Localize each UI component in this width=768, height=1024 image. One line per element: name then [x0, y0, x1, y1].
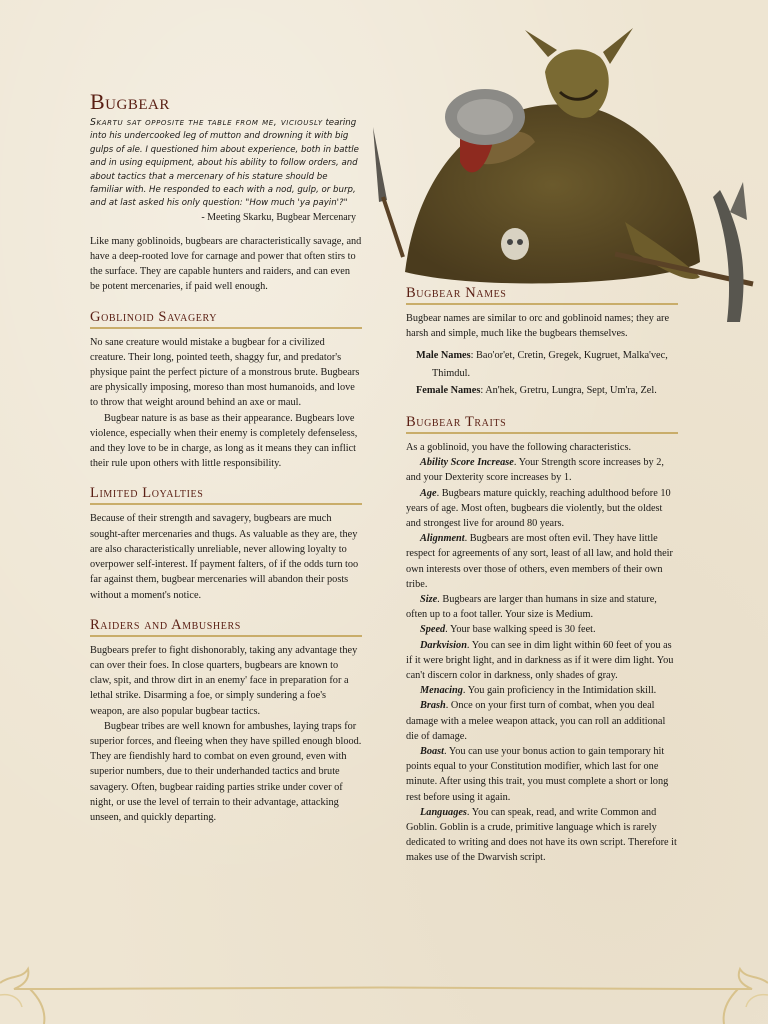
trait-name: Alignment: [420, 533, 465, 545]
flavor-text: [90, 116, 362, 211]
trait-name: Boast: [420, 745, 445, 757]
right-column: [406, 285, 678, 866]
flavor-lead: Skartu sat opposite the table from me, viciously: [90, 117, 323, 128]
trait-name: Menacing: [420, 685, 463, 697]
raiders-paragraph-1: Bugbears prefer to fight dishonorably, taking any advantage they can over their foes. In close quarters, bugbears are known to claw, spit, and throw dirt in an enemy' face in preparation for a lethal strike. Disarming a foe, or simply sundering a foe's weapon, are also popular bugbear tactics.: [90, 644, 358, 717]
heading-bugbear-names: Bugbear Names: [406, 285, 678, 305]
savagery-paragraph-1: No sane creature would mistake a bugbear for a civilized creature. Their long, pointed teeth, shaggy fur, and predator's physique paint the perfect picture of a monstrous brute. Bugbears are physically imposing, moreso than most humanoids, and love to throw that weight around behind an axe or maul.: [90, 336, 360, 409]
trait-ability-score-increase: [406, 455, 678, 485]
names-paragraph: Bugbear names are similar to orc and goblinoid names; they are harsh and simple, much like the bugbears themselves.: [406, 313, 670, 340]
trait-name: Age: [420, 487, 437, 499]
trait-alignment: [406, 531, 678, 592]
trait-text: . You can see in dim light within 60 feet of you as if it were bright light, and in darkness as if it were dim light. You can't discern color in darkness, only shades of gray.: [406, 639, 674, 681]
bugbear-illustration: [365, 22, 765, 322]
trait-text: . Your Strength score increases by 2, and your Dexterity score increases by 1.: [406, 457, 664, 484]
trait-menacing: [406, 683, 678, 698]
trait-text: . You gain proficiency in the Intimidation skill.: [462, 685, 657, 697]
male-names-value: : Bao'or'et, Cretin, Gregek, Kugruet, Malka'vec, Thimdul.: [432, 350, 668, 379]
heading-bugbear-traits: Bugbear Traits: [406, 414, 678, 434]
female-names-label: Female Names: [416, 385, 481, 397]
flavor-attribution: - Meeting Skarku, Bugbear Mercenary: [201, 211, 356, 223]
trait-text: . Bugbears are larger than humans in size and stature, often up to a foot taller. Your size is Medium.: [406, 593, 657, 621]
trait-name: Languages: [420, 806, 467, 818]
trait-speed: [406, 622, 678, 637]
male-names-label: Male Names: [416, 350, 471, 362]
trait-text: . Your base walking speed is 30 feet.: [445, 624, 596, 636]
savagery-paragraph-2: Bugbear nature is as base as their appearance. Bugbears love violence, especially when their enemy is completely defenseless, and they love to be in charge, as long as it means they can inflict their rule upon others with little responsibility.: [90, 412, 358, 470]
heading-goblinoid-savagery: Goblinoid Savagery: [90, 309, 362, 329]
trait-boast: [406, 744, 678, 805]
trait-name: Ability Score Increase: [420, 457, 514, 469]
heading-limited-loyalties: Limited Loyalties: [90, 485, 362, 505]
trait-text: . You can speak, read, and write Common and Goblin. Goblin is a crude, primitive language which is rarely dedicated to writing and does not have its own script. Therefore it makes use of the Dwarvish script.: [406, 806, 677, 864]
trait-name: Darkvision: [420, 639, 467, 651]
female-names: [416, 382, 678, 400]
footer-ornament: [0, 955, 768, 1024]
trait-name: Speed: [420, 624, 446, 636]
loyalties-paragraph-1: Because of their strength and savagery, bugbears are much sought-after mercenaries and thugs. As valuable as they are, they are also characteristically unreliable, never allowing loyalty to overpower self-interest. If payment falters, of if the odds turn too far against them, bugbear mercenaries will abandon their posts without a moment's notice.: [90, 513, 359, 601]
trait-languages: [406, 805, 678, 866]
trait-text: . Once on your first turn of combat, when you deal damage with a melee weapon attack, you can roll an additional die of damage.: [406, 700, 666, 742]
traits-intro: As a goblinoid, you have the following characteristics.: [406, 441, 632, 453]
trait-text: . Bugbears mature quickly, reaching adulthood before 10 years of age. Most often, bugbears die violently, but the oldest and strongest live for around 80 years.: [406, 487, 671, 529]
trait-name: Brash: [420, 700, 446, 712]
flavor-body: tearing into his undercooked leg of mutton and drowning it with big gulps of ale. I questioned him about experience, both in battle and in using equipment, about his ability to follow orders, and about tactics that a mercenary of his stature should be familiar with. He responded to each with a nod, gulp, or burp, and at last asked his only question: "How much 'ya payin'?": [90, 118, 359, 209]
trait-text: . Bugbears are most often evil. They have little respect for agreements of any sort, least of all law, and hold their own interests over those of others, even members of their own tribe.: [406, 533, 673, 590]
female-names-value: : An'hek, Gretru, Lungra, Sept, Um'ra, Zel.: [480, 385, 657, 397]
page-title: Bugbear: [90, 89, 170, 114]
left-column: [90, 90, 362, 825]
trait-size: [406, 592, 678, 622]
trait-darkvision: [406, 638, 678, 684]
heading-raiders-and-ambushers: Raiders and Ambushers: [90, 617, 362, 637]
raiders-paragraph-2: Bugbear tribes are well known for ambushes, laying traps for superior forces, and fleeing when they have spilled enough blood. They are fiendishly hard to combat on even ground, even with superior numbers, due to their underhanded tactics and brute savagery. Often, bugbear raiding parties strike under cover of night, or use the level of terrain to their advantage, attacking unseen, and quickly departing.: [90, 720, 362, 823]
trait-text: . You can use your bonus action to gain temporary hit points equal to your Constitution modifier, which last for one minute. After using this trait, you must complete a short or long rest before using it again.: [406, 745, 669, 803]
trait-brash: [406, 698, 678, 744]
trait-age: [406, 486, 678, 532]
trait-name: Size: [420, 593, 438, 605]
intro-paragraph: Like many goblinoids, bugbears are characteristically savage, and have a deep-rooted love for carnage and power that often stirs to the surface. They are capable hunters and raiders, and can even be potent mercenaries, if paid well enough.: [90, 235, 362, 293]
names-list: [416, 347, 678, 400]
male-names: [416, 347, 678, 382]
